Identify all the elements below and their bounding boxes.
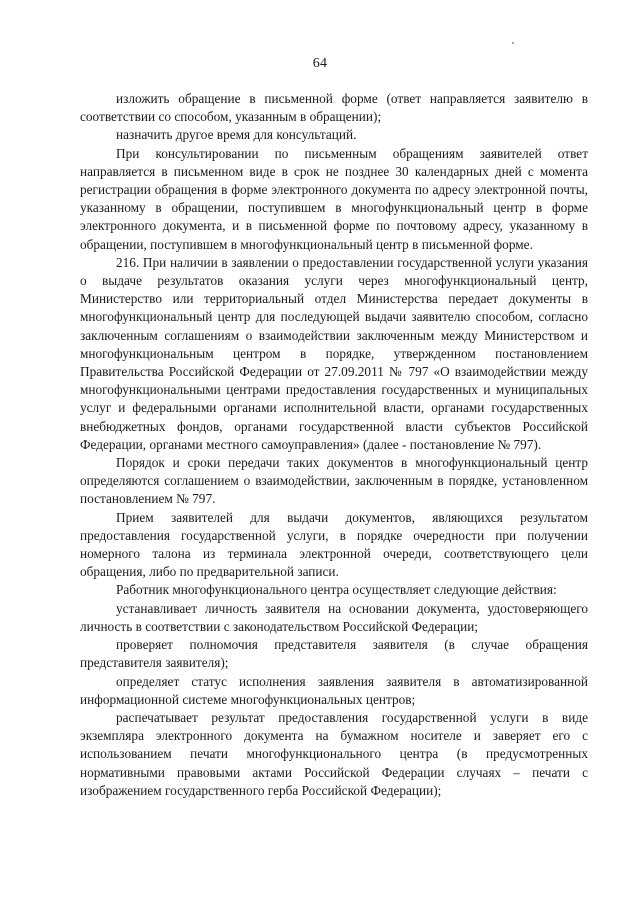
document-body <box>80 90 588 800</box>
paragraph-reschedule-option: назначить другое время для консультаций. <box>116 127 357 143</box>
paragraph-verify-authority: проверяет полномочия представителя заявителя (в случае обращения представителя заявителя); <box>80 637 588 671</box>
paragraph-reception-of-applicants: Прием заявителей для выдачи документов, являющихся результатом предоставления государственной услуги, в порядке очередности при получении номерного талона из терминала электронной очереди, соответствующего цели обращения, либо по предварительной записи. <box>80 509 588 580</box>
scan-speck <box>512 42 514 44</box>
page-number: 64 <box>312 56 328 71</box>
paragraph-determine-status: определяет статус исполнения заявления заявителя в автоматизированной информационной системе многофункциональных центров; <box>80 673 588 707</box>
paragraph-written-consultation: При консультировании по письменным обращениям заявителей ответ направляется в письменном виде в срок не позднее 30 календарных дней с момента регистрации обращения в форме электронного документа по адресу электронной почты, указанному в обращении, поступившем в многофункциональный центр в форме электронного документа, и в письменной форме по почтовому адресу, указанному в обращении, поступившем в многофункциональный центр в письменной форме. <box>80 145 588 252</box>
paragraph-written-request-option: изложить обращение в письменной форме (ответ направляется заявителю в соответствии со способом, указанным в обращении); <box>80 91 588 125</box>
paragraph-216: 216. При наличии в заявлении о предоставлении государственной услуги указания о выдаче результатов оказания услуги через многофункциональный центр, Министерство или территориальный отдел Министерства передает документы в многофункциональный центр для последующей выдачи заявителю способом, согласно заключенным соглашениям о взаимодействии заключенным между Министерством и многофункциональным центром в порядке, утвержденном постановлением Правительства Российской Федерации от 27.09.2011 № 797 «О взаимодействии между многофункциональными центрами предоставления государственных и муниципальных услуг и федеральными органами исполнительной власти, органами государственных внебюджетных фондов, органами государственной власти субъектов Российской Федерации, органами местного самоуправления» (далее - постановление № 797). <box>80 254 588 452</box>
paragraph-print-result: распечатывает результат предоставления государственной услуги в виде экземпляра электронного документа на бумажном носителе и заверяет его с использованием печати многофункционального центра (в предусмотренных нормативными правовыми актами Российской Федерации случаях – печати с изображением государственного герба Российской Федерации); <box>80 709 588 798</box>
paragraph-identify-applicant: устанавливает личность заявителя на основании документа, удостоверяющего личность в соответствии с законодательством Российской Федерации; <box>80 600 588 634</box>
paragraph-employee-actions: Работник многофункционального центра осуществляет следующие действия: <box>116 582 557 598</box>
paragraph-transfer-procedure: Порядок и сроки передачи таких документов в многофункциональный центр определяются соглашением о взаимодействии, заключенным в порядке, установленном постановлением № 797. <box>80 455 588 507</box>
